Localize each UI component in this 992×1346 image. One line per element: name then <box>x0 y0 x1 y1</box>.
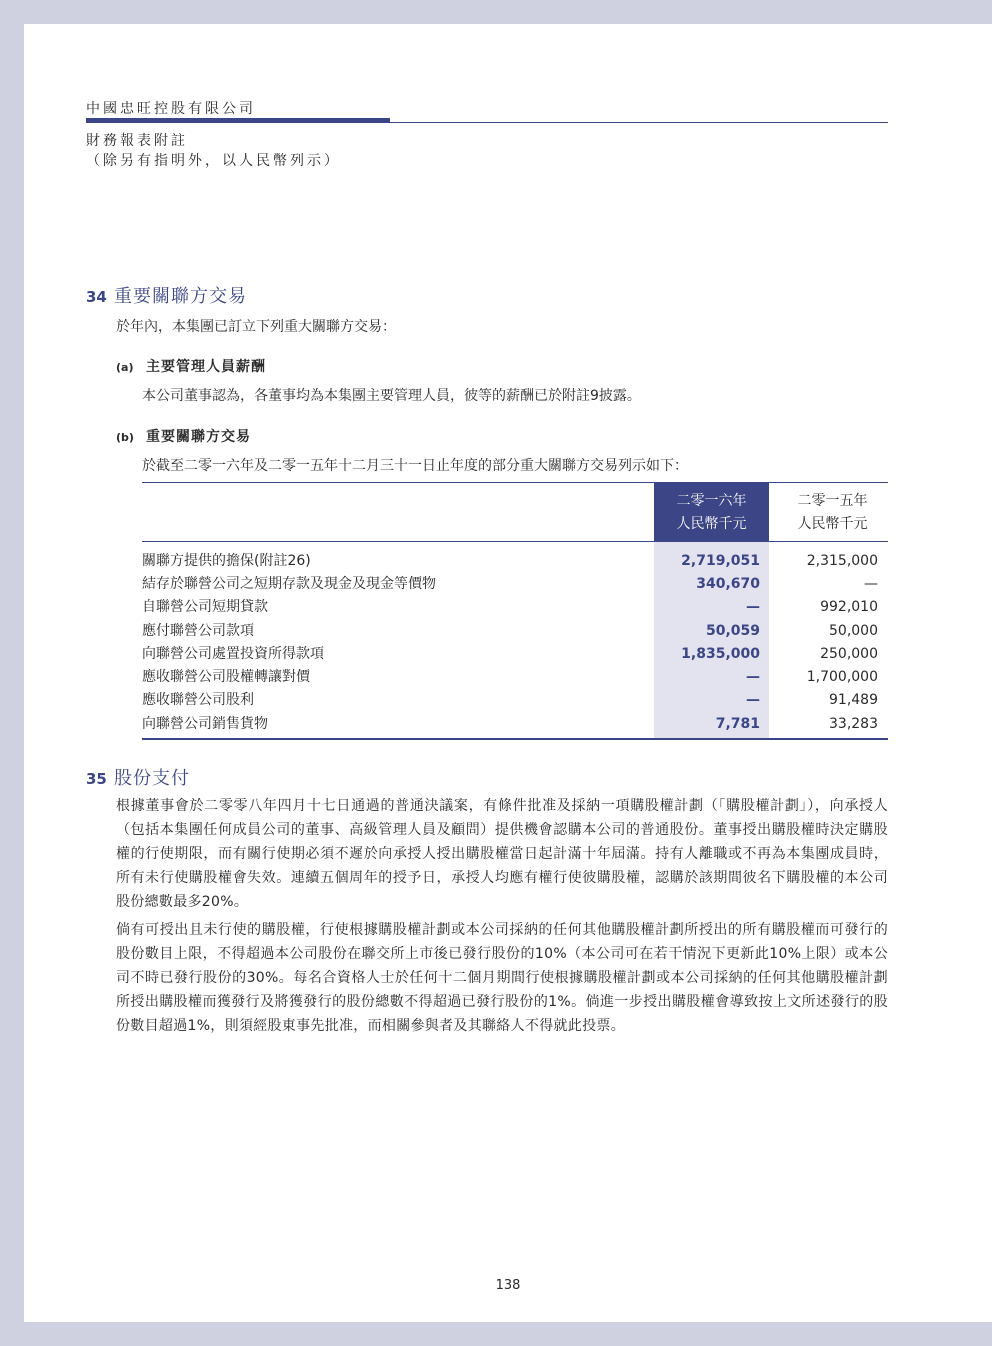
header-note: （除另有指明外，以人民幣列示） <box>86 153 341 169</box>
row-label: 向聯營公司銷售貨物 <box>142 716 268 732</box>
table-row <box>142 689 888 712</box>
subsection-b-text: 於截至二零一六年及二零一五年十二月三十一日止年度的部分重大關聯方交易列示如下： <box>142 458 688 474</box>
column-header-prior <box>775 490 890 536</box>
row-value-current: — <box>746 692 760 708</box>
row-value-current: 7,781 <box>715 716 760 732</box>
header-rule-thick <box>86 118 390 123</box>
row-value-prior: 33,283 <box>829 716 878 732</box>
subsection-b-heading <box>116 426 251 446</box>
row-label: 結存於聯營公司之短期存款及現金及現金等價物 <box>142 576 436 592</box>
table-row <box>142 550 888 573</box>
table-row <box>142 713 888 736</box>
section-number: 35 <box>86 770 107 788</box>
subsection-title: 主要管理人員薪酬 <box>146 359 266 375</box>
section-34-intro: 於年內，本集團已訂立下列重大關聯方交易： <box>116 319 396 335</box>
column-header-unit: 人民幣千元 <box>797 516 868 532</box>
header-subtitle: 財務報表附註 <box>86 133 188 149</box>
section-35-heading <box>86 764 190 790</box>
row-value-prior: — <box>864 576 878 592</box>
table-row <box>142 620 888 643</box>
table-row <box>142 596 888 619</box>
header-company: 中國忠旺控股有限公司 <box>86 101 256 117</box>
row-label: 自聯營公司短期貸款 <box>142 599 268 615</box>
subsection-a-heading <box>116 356 266 376</box>
row-label: 向聯營公司處置投資所得款項 <box>142 646 324 662</box>
row-value-prior: 50,000 <box>829 623 878 639</box>
column-header-year: 二零一五年 <box>797 493 868 509</box>
row-value-prior: 992,010 <box>820 599 878 615</box>
section-title: 股份支付 <box>114 768 190 789</box>
row-label: 關聯方提供的擔保(附註26) <box>142 553 311 569</box>
section-title: 重要關聯方交易 <box>114 286 247 307</box>
row-value-prior: 2,315,000 <box>806 553 878 569</box>
row-value-prior: 91,489 <box>829 692 878 708</box>
section-35-paragraph-1: 根據董事會於二零零八年四月十七日通過的普通決議案，有條件批准及採納一項購股權計劃（「購股權計劃」），向承授人（包括本集團任何成員公司的董事、高級管理人員及顧問）提供機會認購本公司的普通股份。董事授出購股權時決定購股權的行使期限，而有關行使期必須不遲於向承授人授出購股權當日起計滿十年屆滿。持有人離職或不再為本集團成員時，所有未行使購股權會失效。連續五個周年的授予日，承授人均應有權行使彼購股權，認購於該期間彼名下購股權的本公司股份總數最多20%。 <box>116 798 888 910</box>
row-value-current: 340,670 <box>696 576 760 592</box>
section-35-paragraph-2: 倘有可授出且未行使的購股權，行使根據購股權計劃或本公司採納的任何其他購股權計劃所授出的所有購股權而可發行的股份數目上限，不得超過本公司股份在聯交所上市後已發行股份的10%（本公司可在若干情況下更新此10%上限）或本公司不時已發行股份的30%。每名合資格人士於任何十二個月期間行使根據購股權計劃或本公司採納的任何其他購股權計劃所授出購股權而獲發行及將獲發行的股份總數不得超過已發行股份的1%。倘進一步授出購股權會導致按上文所述發行的股份數目超過1%，則須經股東事先批准，而相關參與者及其聯絡人不得就此投票。 <box>116 922 888 1034</box>
column-header-unit: 人民幣千元 <box>676 516 747 532</box>
section-number: 34 <box>86 288 107 306</box>
page-number: 138 <box>495 1278 521 1293</box>
row-label: 應收聯營公司股權轉讓對價 <box>142 669 310 685</box>
subsection-a-text: 本公司董事認為，各董事均為本集團主要管理人員，彼等的薪酬已於附註9披露。 <box>142 388 641 404</box>
row-label: 應收聯營公司股利 <box>142 692 254 708</box>
table-header-rule <box>142 541 888 542</box>
subsection-title: 重要關聯方交易 <box>146 429 251 445</box>
row-value-current: 2,719,051 <box>681 553 760 569</box>
row-value-prior: 250,000 <box>820 646 878 662</box>
table-row <box>142 643 888 666</box>
row-value-current: 50,059 <box>705 623 760 639</box>
row-label: 應付聯營公司款項 <box>142 623 254 639</box>
table-row <box>142 573 888 596</box>
table-row <box>142 666 888 689</box>
row-value-current: 1,835,000 <box>681 646 760 662</box>
column-header-year: 二零一六年 <box>676 493 747 509</box>
row-value-current: — <box>746 669 760 685</box>
row-value-current: — <box>746 599 760 615</box>
table-top-rule <box>142 482 888 483</box>
subsection-label: (b) <box>116 431 134 444</box>
page <box>24 24 992 1322</box>
subsection-label: (a) <box>116 361 134 374</box>
section-34-heading <box>86 282 247 308</box>
row-value-prior: 1,700,000 <box>806 669 878 685</box>
table-bottom-rule <box>142 738 888 740</box>
column-header-current <box>654 490 769 536</box>
header-rule-thin <box>390 122 888 123</box>
